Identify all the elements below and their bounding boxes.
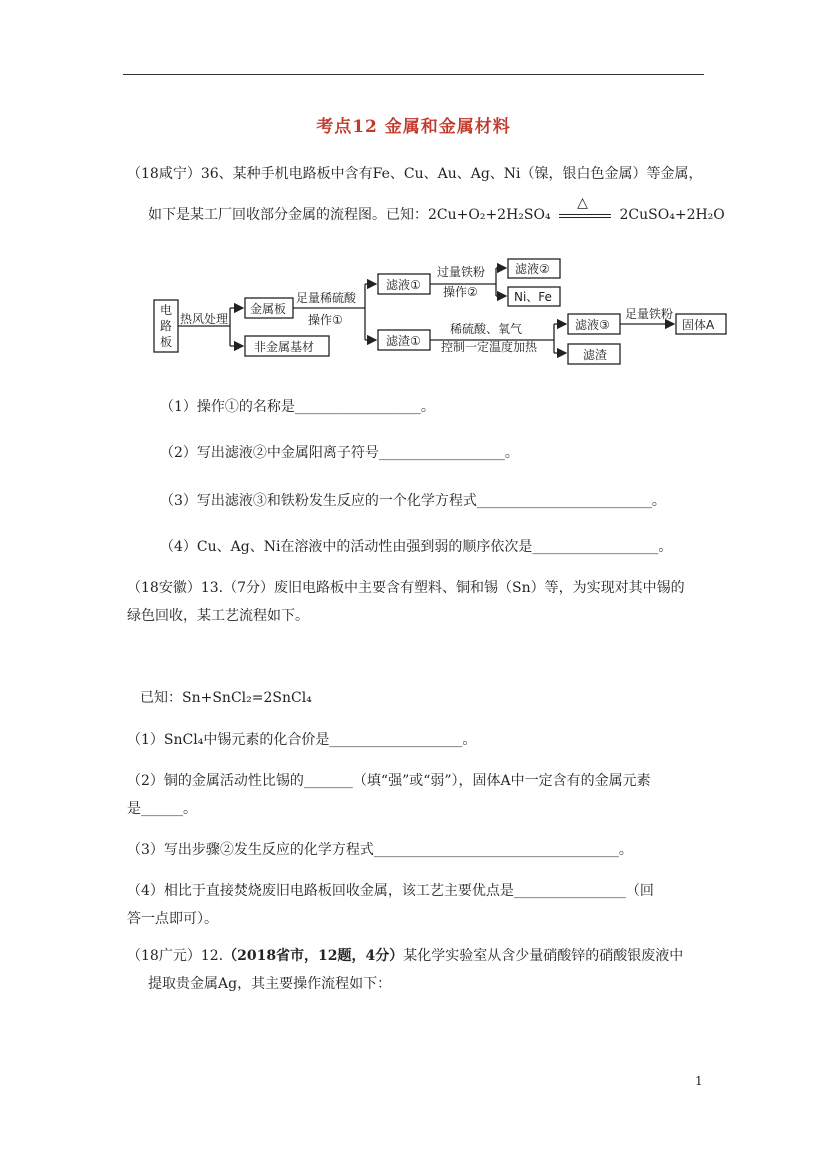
q3-source: （2018省市，12题，4分） (223, 948, 404, 964)
iron-excess-label: 过量铁粉 (437, 265, 486, 279)
q1-item-1: （1）操作①的名称是__________________。 (160, 399, 435, 415)
iron-enough-label: 足量铁粉 (625, 307, 674, 321)
q1-intro-line1: （18咸宁）36、某种手机电路板中含有Fe、Cu、Au、Ag、Ni（镍，银白色金属）等金属， (127, 166, 703, 182)
q1-item-4: （4）Cu、Ag、Ni在溶液中的活动性由强到弱的顺序依次是__________________。 (160, 539, 673, 555)
board-label-1: 电 (160, 303, 173, 317)
q2-known: 已知：Sn+SnCl₂=2SnCl₄ (140, 690, 312, 706)
op2-label: 操作② (443, 285, 478, 299)
filtrate2-label: 滤液② (515, 262, 550, 276)
solid-a-label: 固体A (682, 318, 715, 332)
heat-symbol: △ (577, 195, 588, 211)
q2-intro-line1: （18安徽）13.（7分）废旧电路板中主要含有塑料、铜和锡（Sn）等，为实现对其中锡的 (127, 580, 685, 596)
reaction-condition (555, 195, 615, 225)
temp-control-label: 控制一定温度加热 (441, 340, 538, 354)
heat-treatment-label: 热风处理 (180, 312, 229, 326)
residue-label: 滤渣 (583, 348, 608, 362)
q1-item-3: （3）写出滤液③和铁粉发生反应的一个化学方程式_________________________。 (160, 493, 666, 509)
svg-text:板: 板 (160, 335, 173, 349)
header-rule (123, 74, 704, 75)
acid-label: 足量稀硫酸 (296, 291, 357, 305)
q1-eq-product: 2CuSO₄+2H₂O (619, 207, 725, 223)
q2-item-3: （3）写出步骤②发生反应的化学方程式___________________________________。 (127, 842, 633, 858)
q3-intro-line2: 提取贵金属Ag，其主要操作流程如下： (148, 976, 392, 992)
q2-item-1: （1）SnCl₄中锡元素的化合价是___________________。 (127, 732, 477, 748)
q2-intro-line2: 绿色回收，某工艺流程如下。 (127, 608, 309, 624)
page-title: 考点12 金属和金属材料 (316, 117, 511, 137)
nonmetal-base-label: 非金属基材 (254, 340, 315, 354)
q1-item-2: （2）写出滤液②中金属阳离子符号__________________。 (160, 445, 519, 461)
metal-plate-label: 金属板 (250, 302, 287, 316)
q3-prefix: （18广元）12. (127, 948, 224, 964)
q1-intro-line2 (148, 195, 725, 225)
filtrate3-label: 滤液③ (575, 318, 610, 332)
page-number: 1 (695, 1074, 703, 1088)
q2-item-2: （2）铜的金属活动性比锡的_______（填“强”或“弱”），固体A中一定含有的金属元素 (127, 773, 651, 789)
q3-intro-line1 (127, 946, 683, 966)
op1-label: 操作① (308, 313, 343, 327)
svg-text:路: 路 (160, 319, 173, 333)
residue1-label: 滤渣① (386, 334, 421, 348)
q1-intro-text: 如下是某工厂回收部分金属的流程图。已知：2Cu+O₂+2H₂SO₄ (148, 207, 551, 223)
q3-text: 某化学实验室从含少量硝酸锌的硝酸银废液中 (403, 948, 684, 964)
q2-item-4: （4）相比于直接焚烧废旧电路板回收金属，该工艺主要优点是________________（回 (127, 883, 654, 899)
filtrate1-label: 滤液① (386, 278, 421, 292)
q2-item-4-cont: 答一点即可）。 (127, 911, 218, 927)
q2-item-2-cont: 是______。 (127, 801, 197, 817)
ni-fe-label: Ni、Fe (514, 290, 552, 304)
acid-oxygen-label: 稀硫酸、氧气 (450, 322, 523, 336)
q1-flowchart (150, 252, 730, 372)
